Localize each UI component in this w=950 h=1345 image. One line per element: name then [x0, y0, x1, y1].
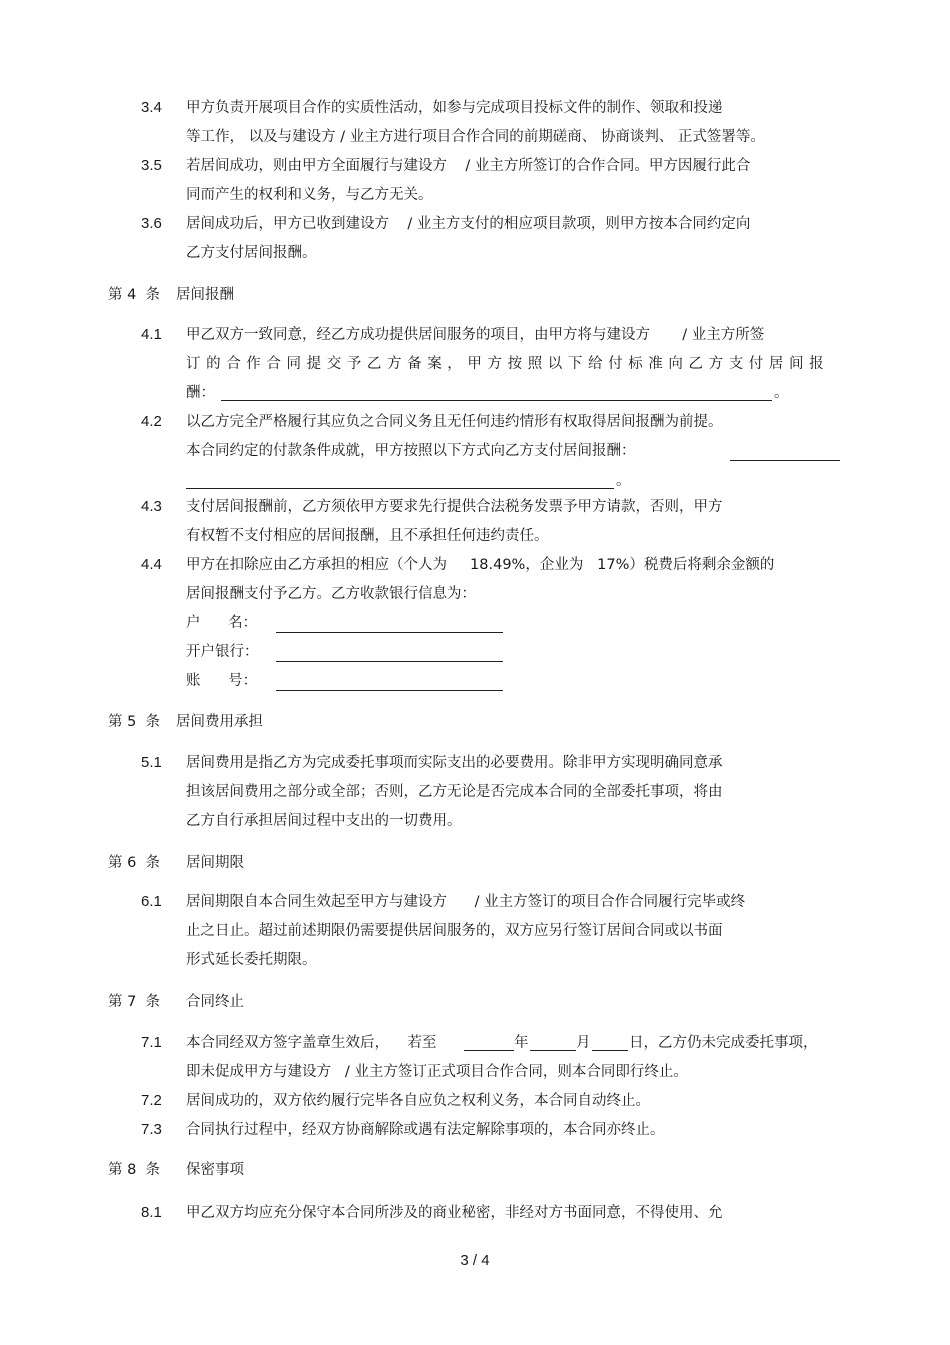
clause-number: 3.6 — [141, 215, 162, 232]
clause-text: 甲乙双方均应充分保守本合同所涉及的商业秘密，非经对方书面同意，不得使用、允 — [186, 1205, 723, 1221]
clause-text: 乙方自行承担居间过程中支出的一切费用。 — [186, 813, 462, 829]
clause-number: 3.5 — [141, 157, 162, 174]
clause-text: 订的合作合同提交予乙方备案，甲方按照以下给付标准向乙方支付居间报 — [186, 356, 830, 372]
clause-text: 居间费用是指乙方为完成委托事项而实际支出的必要费用。除非甲方实现明确同意承 — [186, 755, 723, 771]
article-title: 保密事项 — [186, 1162, 244, 1178]
article-label: 第 7 条 — [108, 994, 161, 1010]
page-number: 3 / 4 — [460, 1252, 490, 1269]
account-number-blank — [276, 690, 503, 691]
clause-text: 日，乙方仍未完成委托事项， — [629, 1035, 818, 1051]
clause-number: 3.4 — [141, 99, 162, 116]
clause-text: 居间期限自本合同生效起至甲方与建设方 / 业主方签订的项目合作合同履行完毕或终 — [186, 894, 746, 910]
clause-text: 若居间成功，则由甲方全面履行与建设方 / 业主方所签订的合作合同。甲方因履行此合 — [186, 158, 751, 174]
clause-text: 居间成功的，双方依约履行完毕各自应负之权利义务，本合同自动终止。 — [186, 1093, 650, 1109]
fill-blank — [730, 460, 840, 461]
article-label: 第 8 条 — [108, 1162, 161, 1178]
article-label: 第 6 条 — [108, 855, 161, 871]
clause-text: 甲乙双方一致同意，经乙方成功提供居间服务的项目，由甲方将与建设方 / 业主方所签 — [186, 327, 765, 343]
article-label: 第 4 条 — [108, 287, 161, 303]
clause-number: 4.1 — [141, 326, 162, 343]
clause-text: 乙方支付居间报酬。 — [186, 245, 317, 261]
clause-text: 以乙方完全严格履行其应负之合同义务且无任何违约情形有权取得居间报酬为前提。 — [186, 414, 723, 430]
bank-blank — [276, 661, 503, 662]
clause-number: 4.3 — [141, 498, 162, 515]
field-label-account-number: 账 号： — [186, 673, 258, 689]
clause-number: 4.4 — [141, 556, 162, 573]
clause-number: 7.2 — [141, 1092, 162, 1109]
fill-blank — [221, 400, 772, 401]
clause-number: 7.1 — [141, 1034, 162, 1051]
day-blank — [592, 1050, 628, 1051]
article-title: 合同终止 — [186, 994, 244, 1010]
clause-text: 担该居间费用之部分或全部；否则，乙方无论是否完成本合同的全部委托事项，将由 — [186, 784, 723, 800]
clause-number: 7.3 — [141, 1121, 162, 1138]
account-name-blank — [276, 632, 503, 633]
clause-text: 年 — [514, 1035, 529, 1051]
clause-text: 。 — [616, 473, 631, 489]
clause-text: 本合同经双方签字盖章生效后， 若至 — [186, 1035, 437, 1051]
year-blank — [464, 1050, 514, 1051]
article-title: 居间期限 — [186, 855, 244, 871]
clause-text: 甲方负责开展项目合作的实质性活动，如参与完成项目投标文件的制作、领取和投递 — [186, 100, 723, 116]
clause-text: 甲方在扣除应由乙方承担的相应（个人为 18.49%，企业为 17%）税费后将剩余金额的 — [186, 557, 775, 573]
clause-text: 本合同约定的付款条件成就，甲方按照以下方式向乙方支付居间报酬： — [186, 443, 636, 459]
clause-text: 。 — [774, 385, 789, 401]
clause-text: 即未促成甲方与建设方 / 业主方签订正式项目合作合同，则本合同即行终止。 — [186, 1064, 688, 1080]
fill-blank — [186, 488, 614, 489]
clause-text: 同而产生的权利和义务，与乙方无关。 — [186, 187, 433, 203]
article-title: 居间费用承担 — [176, 714, 263, 730]
month-blank — [530, 1050, 576, 1051]
clause-text: 止之日止。超过前述期限仍需要提供居间服务的，双方应另行签订居间合同或以书面 — [186, 923, 723, 939]
clause-number: 8.1 — [141, 1204, 162, 1221]
clause-number: 4.2 — [141, 413, 162, 430]
clause-text: 居间报酬支付予乙方。乙方收款银行信息为： — [186, 586, 476, 602]
field-label-bank: 开户银行： — [186, 644, 259, 660]
field-label-account-name: 户 名： — [186, 615, 258, 631]
clause-text: 等工作， 以及与建设方 / 业主方进行项目合作合同的前期磋商、 协商谈判、 正式签署等。 — [186, 129, 765, 145]
clause-text: 月 — [576, 1035, 591, 1051]
clause-text: 酬： — [186, 385, 215, 401]
clause-text: 形式延长委托期限。 — [186, 952, 317, 968]
article-label: 第 5 条 — [108, 714, 161, 730]
clause-text: 合同执行过程中，经双方协商解除或遇有法定解除事项的，本合同亦终止。 — [186, 1122, 665, 1138]
clause-number: 6.1 — [141, 893, 162, 910]
clause-text: 支付居间报酬前，乙方须依甲方要求先行提供合法税务发票予甲方请款，否则，甲方 — [186, 499, 723, 515]
clause-text: 居间成功后，甲方已收到建设方 / 业主方支付的相应项目款项，则甲方按本合同约定向 — [186, 216, 751, 232]
clause-text: 有权暂不支付相应的居间报酬，且不承担任何违约责任。 — [186, 528, 549, 544]
clause-number: 5.1 — [141, 754, 162, 771]
article-title: 居间报酬 — [176, 287, 234, 303]
